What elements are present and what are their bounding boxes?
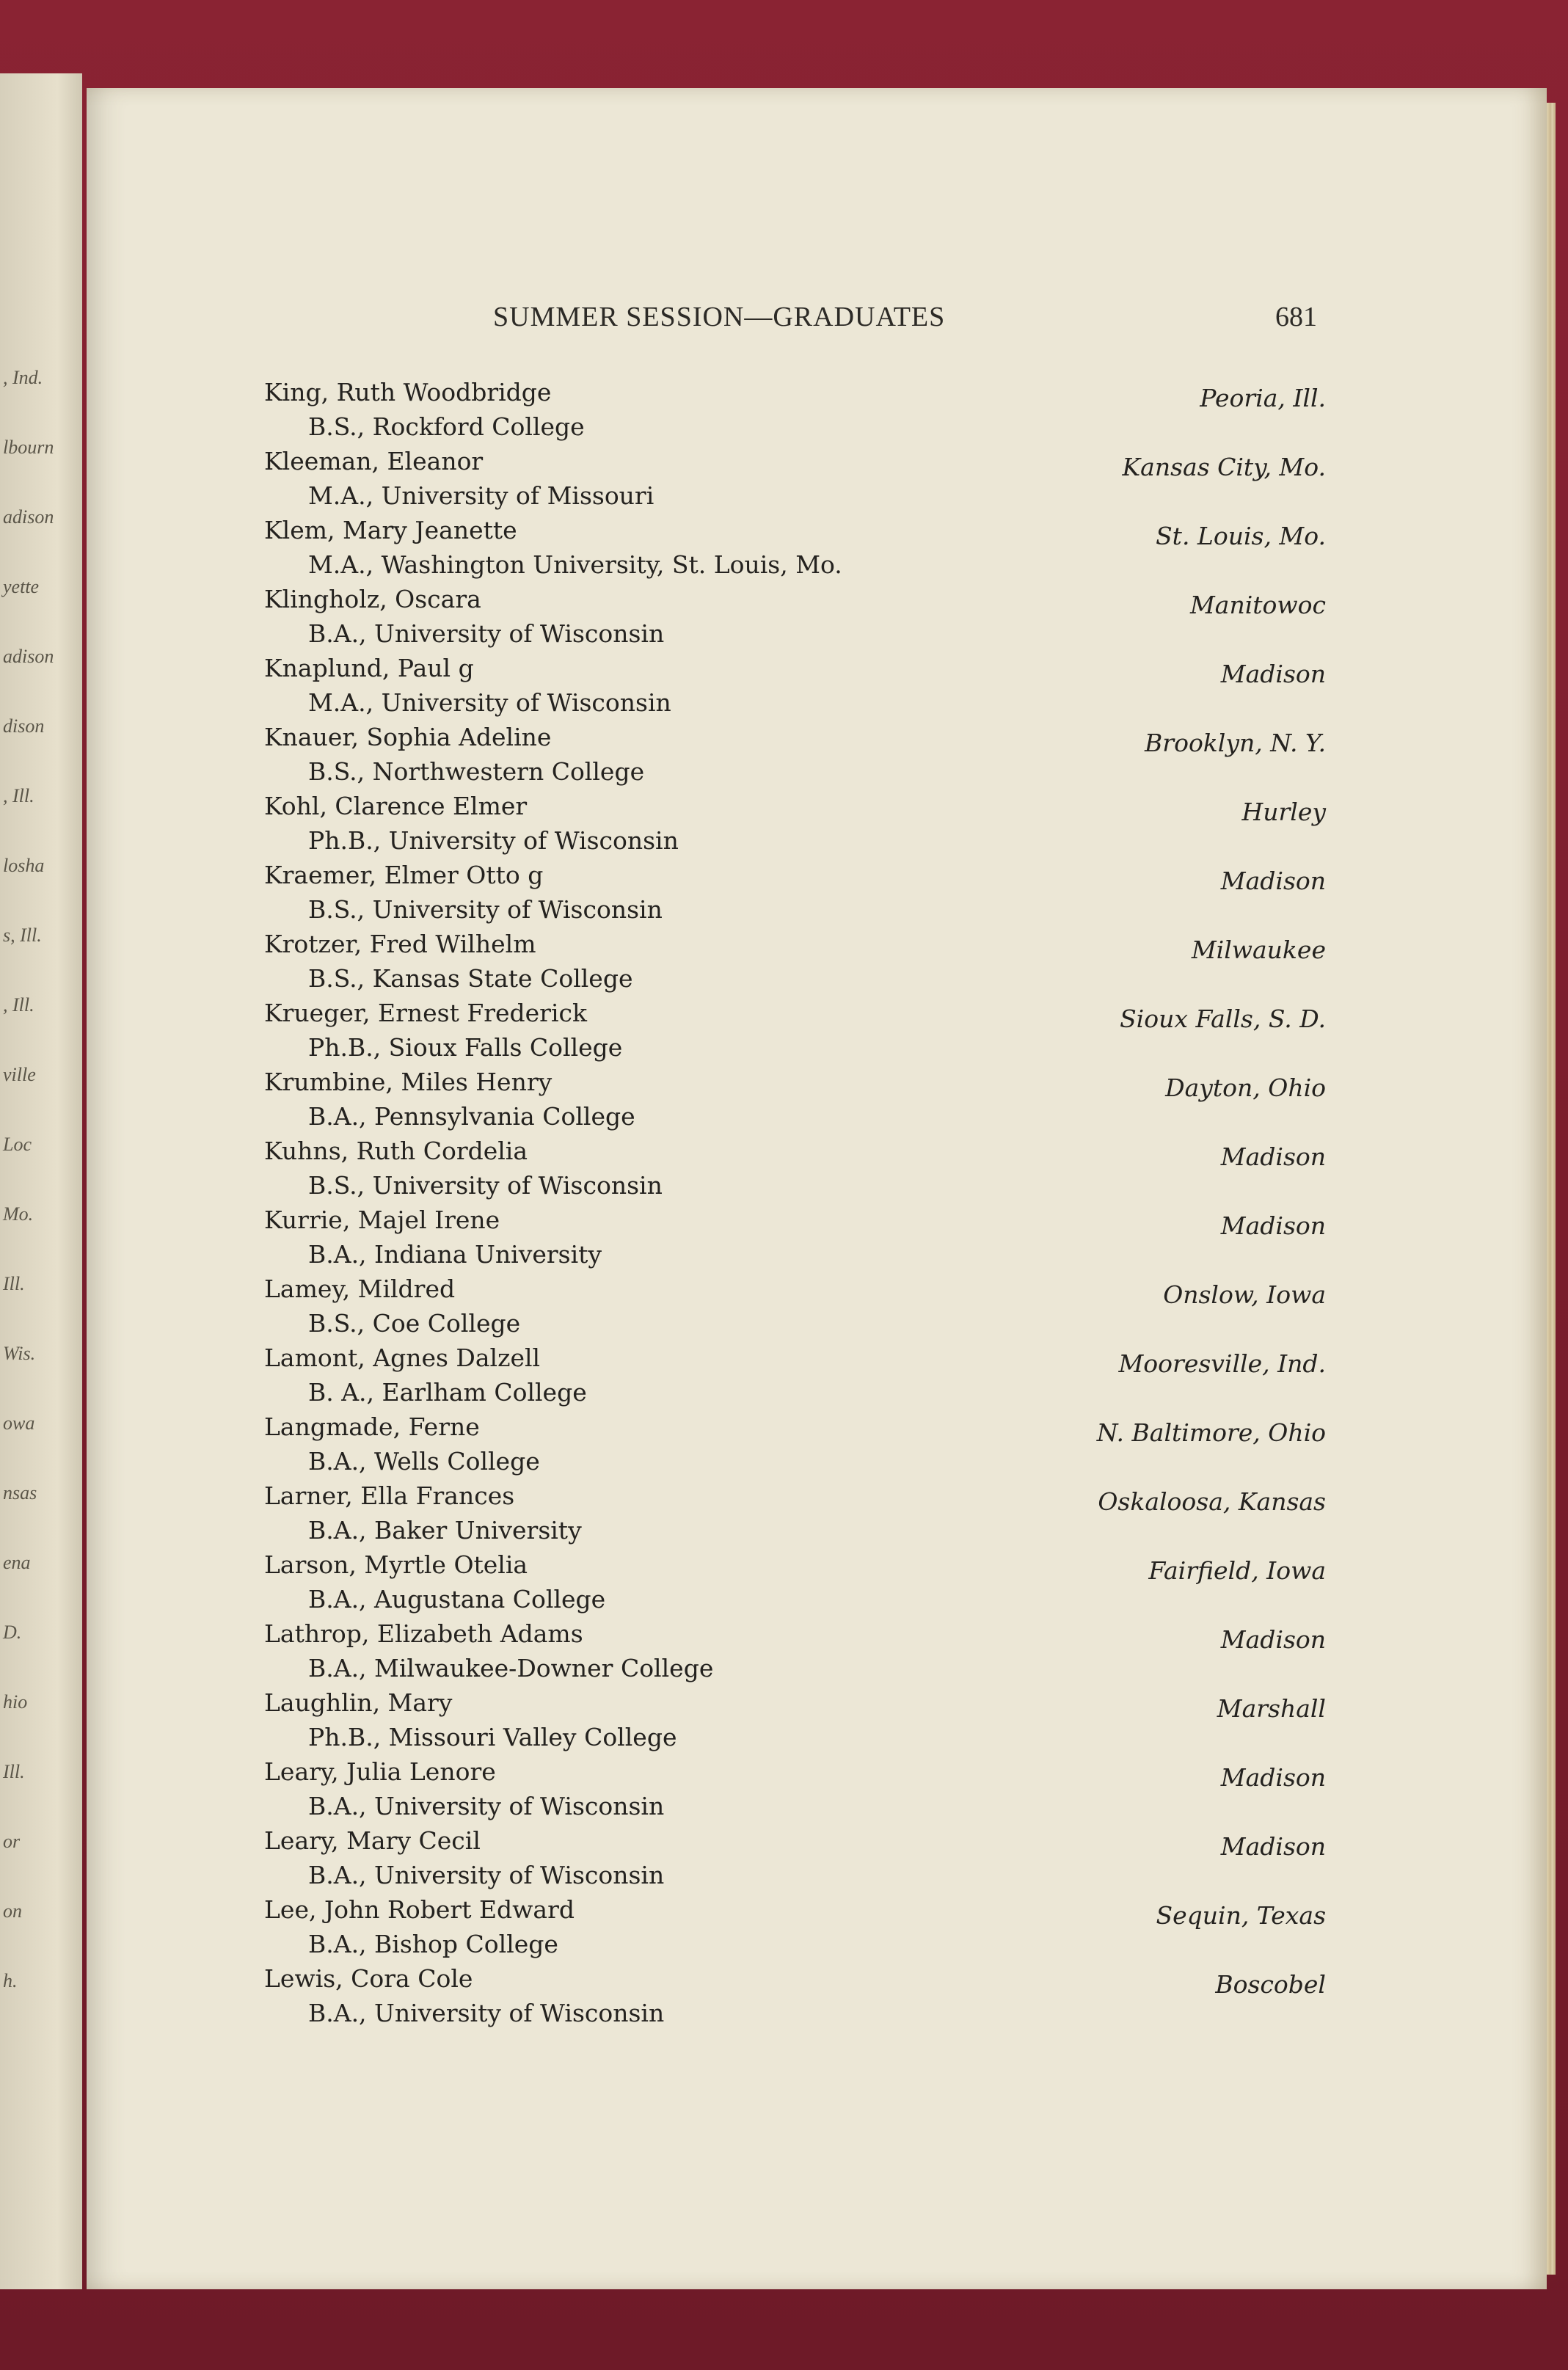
graduate-name: Lathrop, Elizabeth Adams (264, 1619, 583, 1648)
graduate-entry (0, 1343, 1568, 1412)
graduate-hometown: Fairfield, Iowa (1148, 1556, 1326, 1585)
graduate-entry (0, 1964, 1568, 2033)
graduate-degree: B.A., Pennsylvania College (308, 1102, 635, 1131)
graduate-name: Lamont, Agnes Dalzell (264, 1343, 541, 1372)
graduate-hometown: Manitowoc (1190, 591, 1326, 619)
graduate-degree: B. A., Earlham College (308, 1378, 587, 1407)
left-page-bleed-text: Ill. (3, 1761, 25, 1782)
left-page-bleed-text: or (3, 1831, 21, 1852)
graduate-name: Krotzer, Fred Wilhelm (264, 930, 536, 958)
graduate-degree: Ph.B., Sioux Falls College (308, 1033, 623, 1062)
graduate-degree: B.A., University of Wisconsin (308, 1792, 665, 1820)
graduate-name: Kleeman, Eleanor (264, 447, 484, 475)
graduate-hometown: Madison (1220, 1625, 1326, 1654)
left-page-bleed-text: Mo. (3, 1203, 34, 1225)
graduate-entry (0, 1895, 1568, 1964)
graduate-hometown: Oskaloosa, Kansas (1098, 1487, 1326, 1516)
graduate-entry (0, 792, 1568, 861)
graduate-hometown: Sioux Falls, S. D. (1120, 1004, 1326, 1033)
graduate-degree: B.A., Milwaukee-Downer College (308, 1654, 714, 1682)
left-page-bleed-text: Loc (3, 1134, 32, 1155)
left-page-bleed-text: s, Ill. (3, 925, 42, 946)
left-page-bleed-text: adison (3, 506, 54, 528)
graduate-degree: B.A., Bishop College (308, 1930, 558, 1958)
graduate-hometown: St. Louis, Mo. (1156, 522, 1326, 550)
graduate-name: Lamey, Mildred (264, 1275, 456, 1303)
graduate-entry (0, 1275, 1568, 1343)
graduate-degree: B.A., Augustana College (308, 1585, 606, 1614)
graduate-name: King, Ruth Woodbridge (264, 378, 552, 406)
left-page-bleed-text: , Ill. (3, 785, 34, 806)
graduate-hometown: Brooklyn, N. Y. (1145, 729, 1326, 757)
graduate-hometown: Madison (1220, 1763, 1326, 1792)
graduate-name: Laughlin, Mary (264, 1688, 453, 1717)
left-page-bleed-text: hio (3, 1691, 28, 1713)
graduate-degree: M.A., University of Missouri (308, 481, 654, 510)
graduate-hometown: Mooresville, Ind. (1118, 1349, 1326, 1378)
graduate-entry (0, 723, 1568, 792)
graduate-entry (0, 1826, 1568, 1895)
graduate-entry (0, 585, 1568, 654)
graduate-entry (0, 1206, 1568, 1275)
graduate-hometown: Milwaukee (1191, 936, 1326, 964)
left-page-bleed-text: dison (3, 715, 45, 737)
left-page-bleed-text: Wis. (3, 1343, 36, 1364)
graduate-degree: Ph.B., Missouri Valley College (308, 1723, 677, 1751)
left-page-bleed-text: h. (3, 1970, 18, 1991)
graduate-degree: B.S., University of Wisconsin (308, 895, 663, 924)
graduate-hometown: Sequin, Texas (1156, 1901, 1326, 1930)
graduate-degree: M.A., University of Wisconsin (308, 688, 671, 717)
graduate-name: Leary, Julia Lenore (264, 1757, 496, 1786)
graduate-entry (0, 516, 1568, 585)
left-page-bleed-text: ville (3, 1064, 36, 1085)
graduate-degree: B.S., Kansas State College (308, 964, 633, 993)
graduate-entry (0, 930, 1568, 999)
graduate-name: Lewis, Cora Cole (264, 1964, 473, 1993)
graduate-degree: B.S., Rockford College (308, 412, 585, 441)
graduate-hometown: Madison (1220, 1142, 1326, 1171)
graduate-hometown: Kansas City, Mo. (1122, 453, 1326, 481)
graduate-entry (0, 1619, 1568, 1688)
left-page-bleed-text: on (3, 1900, 22, 1922)
graduate-hometown: Boscobel (1215, 1970, 1326, 1999)
left-page-bleed-text: yette (3, 576, 40, 597)
left-page-bleed-text: adison (3, 646, 54, 667)
graduate-degree: B.A., Indiana University (308, 1240, 602, 1269)
graduate-entry (0, 999, 1568, 1068)
left-page-bleed-text: owa (3, 1412, 35, 1434)
graduate-name: Krumbine, Miles Henry (264, 1068, 553, 1096)
graduate-hometown: Hurley (1241, 798, 1326, 826)
left-page-bleed-text: ena (3, 1552, 31, 1573)
graduate-name: Kohl, Clarence Elmer (264, 792, 528, 820)
left-page-bleed-text: nsas (3, 1482, 37, 1503)
graduate-degree: Ph.B., University of Wisconsin (308, 826, 679, 855)
graduate-hometown: N. Baltimore, Ohio (1096, 1418, 1326, 1447)
graduate-entry (0, 1481, 1568, 1550)
graduate-hometown: Peoria, Ill. (1200, 384, 1326, 412)
graduate-entry (0, 1757, 1568, 1826)
graduate-name: Kraemer, Elmer Otto g (264, 861, 544, 889)
graduate-hometown: Madison (1220, 1211, 1326, 1240)
graduate-hometown: Madison (1220, 867, 1326, 895)
graduate-degree: B.A., Wells College (308, 1447, 540, 1476)
left-page-bleed-text: , Ind. (3, 367, 43, 388)
left-page-bleed-text: losha (3, 855, 45, 876)
graduate-degree: B.S., Coe College (308, 1309, 521, 1338)
graduate-hometown: Madison (1220, 660, 1326, 688)
graduate-entry (0, 447, 1568, 516)
left-page-bleed-text: , Ill. (3, 994, 34, 1016)
graduate-entry (0, 1137, 1568, 1206)
graduate-entry (0, 378, 1568, 447)
left-page-bleed-text: lbourn (3, 437, 54, 458)
graduate-entry (0, 861, 1568, 930)
graduate-hometown: Marshall (1217, 1694, 1326, 1723)
graduate-name: Lee, John Robert Edward (264, 1895, 575, 1924)
graduate-name: Knaplund, Paul g (264, 654, 474, 682)
graduate-entry (0, 654, 1568, 723)
graduate-name: Klem, Mary Jeanette (264, 516, 517, 544)
graduate-name: Knauer, Sophia Adeline (264, 723, 552, 751)
graduate-name: Langmade, Ferne (264, 1412, 480, 1441)
graduate-name: Leary, Mary Cecil (264, 1826, 481, 1855)
graduate-name: Klingholz, Oscara (264, 585, 481, 613)
graduate-degree: B.S., University of Wisconsin (308, 1171, 663, 1200)
graduate-degree: B.S., Northwestern College (308, 757, 645, 786)
graduate-entry (0, 1688, 1568, 1757)
graduate-name: Larner, Ella Frances (264, 1481, 515, 1510)
graduate-degree: B.A., University of Wisconsin (308, 1861, 665, 1889)
graduate-entry (0, 1412, 1568, 1481)
graduate-entry (0, 1550, 1568, 1619)
graduate-name: Larson, Myrtle Otelia (264, 1550, 528, 1579)
left-page-bleed-text: Ill. (3, 1273, 25, 1294)
graduate-name: Kurrie, Majel Irene (264, 1206, 500, 1234)
graduate-degree: B.A., University of Wisconsin (308, 619, 665, 648)
graduate-hometown: Dayton, Ohio (1165, 1073, 1326, 1102)
graduate-name: Kuhns, Ruth Cordelia (264, 1137, 528, 1165)
left-page-bleed-text: D. (3, 1622, 22, 1643)
running-head: SUMMER SESSION—GRADUATES (493, 302, 946, 332)
graduate-degree: M.A., Washington University, St. Louis, Mo. (308, 550, 842, 579)
graduate-degree: B.A., Baker University (308, 1516, 582, 1545)
graduate-entry (0, 1068, 1568, 1137)
page-number: 681 (1275, 302, 1317, 332)
graduate-hometown: Onslow, Iowa (1163, 1280, 1326, 1309)
graduate-name: Krueger, Ernest Frederick (264, 999, 587, 1027)
graduate-hometown: Madison (1220, 1832, 1326, 1861)
graduate-degree: B.A., University of Wisconsin (308, 1999, 665, 2027)
